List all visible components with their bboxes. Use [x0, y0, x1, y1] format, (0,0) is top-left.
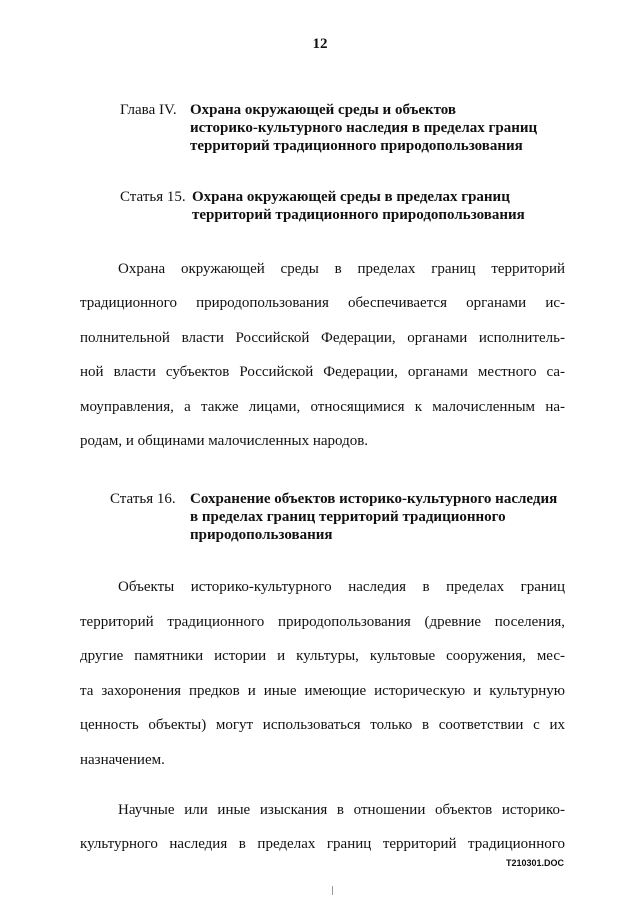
paragraph-line: Научные или иные изыскания в отношении объектов историко- [118, 802, 565, 818]
article-15-label: Статья 15. [120, 189, 186, 205]
article-16-title-line: в пределах границ территорий традиционного [190, 509, 506, 525]
paragraph-line: Объекты историко-культурного наследия в пределах границ [118, 579, 565, 595]
paragraph-line: полнительной власти Российской Федерации, органами исполнитель- [80, 329, 565, 346]
paragraph-line: Охрана окружающей среды в пределах границ территорий [118, 261, 565, 277]
paragraph-line: та захоронения предков и иные имеющие историческую и культурную [80, 682, 565, 699]
article-16-title [190, 490, 557, 544]
article-15-title [192, 188, 525, 224]
chapter-title [190, 101, 537, 155]
page-number: 12 [312, 36, 328, 52]
chapter-label: Глава IV. [120, 102, 177, 118]
article-16-title-line: природопользования [190, 527, 333, 543]
article-16-label: Статья 16. [110, 491, 176, 507]
paragraph-line: традиционного природопользования обеспечивается органами ис- [80, 295, 565, 312]
paragraph-line: культурного наследия в пределах границ территорий традиционного [80, 836, 565, 852]
article-15-title-line: Охрана окружающей среды в пределах границ [192, 189, 510, 205]
paragraph-line: назначением. [80, 751, 165, 768]
chapter-title-line: Охрана окружающей среды и объектов [190, 102, 457, 118]
article-16-title-line: Сохранение объектов историко-культурного наследия [190, 491, 558, 507]
article-15-paragraph [80, 252, 565, 458]
article-16-paragraph-2 [80, 793, 565, 861]
scan-margin-mark [332, 886, 333, 895]
chapter-title-line: историко-культурного наследия в пределах границ [190, 120, 538, 136]
paragraph-line: территорий традиционного природопользования (древние поселения, [80, 613, 565, 630]
paragraph-line: моуправления, а также лицами, относящимися к малочисленным на- [80, 398, 565, 415]
document-file-id: T210301.DOC [505, 858, 564, 868]
paragraph-line: другие памятники истории и культуры, культовые сооружения, мес- [80, 648, 565, 665]
article-15-title-line: территорий традиционного природопользования [192, 207, 525, 223]
paragraph-line: ной власти субъектов Российской Федерации, органами местного са- [80, 364, 565, 381]
chapter-title-line: территорий традиционного природопользования [190, 138, 523, 154]
paragraph-line: ценность объекты) могут использоваться только в соответствии с их [80, 717, 565, 734]
article-16-paragraph-1 [80, 570, 565, 778]
paragraph-line: родам, и общинами малочисленных народов. [80, 433, 369, 450]
